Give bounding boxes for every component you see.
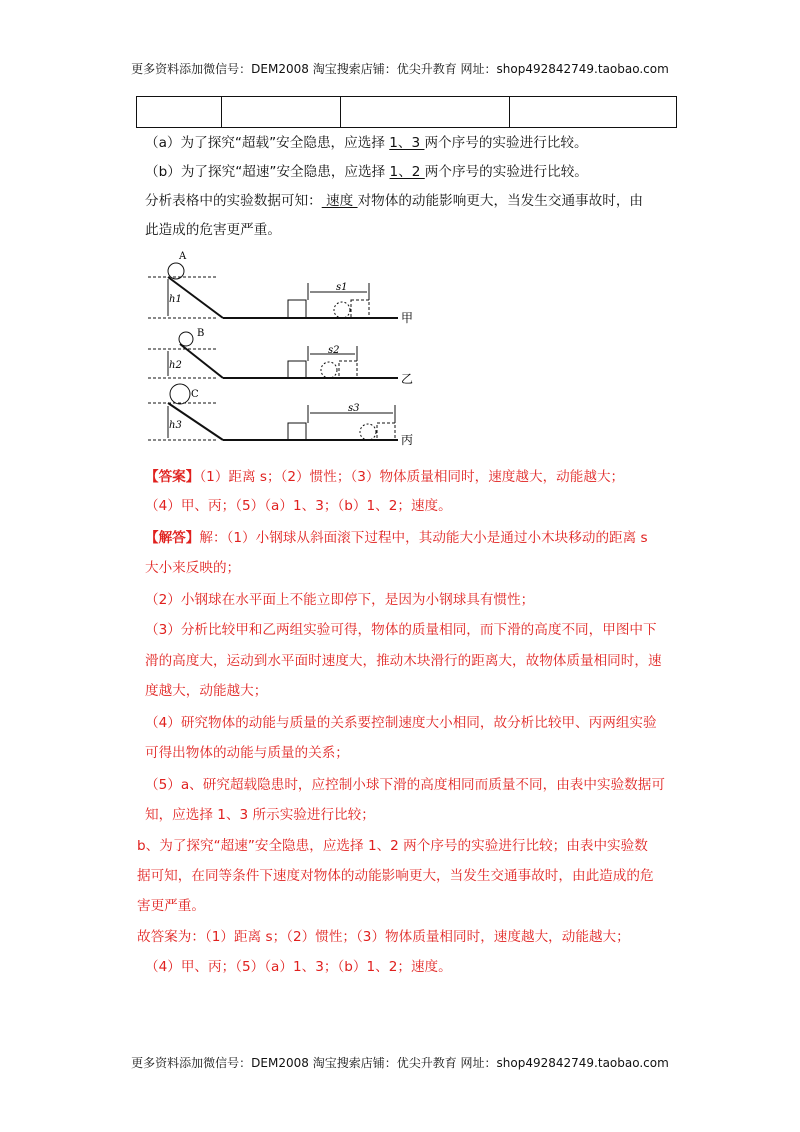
panel-label-1: 甲 [401, 311, 414, 325]
answer-tag: 【答案】 [145, 469, 200, 485]
table-cell [137, 97, 222, 128]
solution-line-1 [145, 528, 648, 548]
panel-1 [148, 251, 413, 325]
ball-label-a: A [179, 251, 187, 262]
question-a [145, 133, 588, 153]
answer-text-1: （1）距离 s；（2）惯性；（3）物体质量相同时，速度越大，动能越大； [199, 469, 625, 485]
height-label-2: h2 [169, 360, 182, 371]
solution-line-6: 度越大，动能越大； [145, 683, 268, 699]
height-label-3: h3 [169, 420, 182, 431]
panel-label-2: 乙 [401, 372, 414, 386]
solution-line-13: 害更严重。 [137, 898, 205, 914]
data-table-row [136, 96, 677, 128]
block-2 [288, 361, 306, 378]
block-3 [288, 423, 306, 440]
question-a-blank: 1、3 [389, 135, 425, 151]
dist-label-1: s1 [336, 282, 348, 293]
page-header: 更多资料添加微信号：DEM2008 淘宝搜索店铺：优尖升教育 网址：shop492842749.taobao.com [131, 62, 669, 76]
answer-line-1 [145, 467, 624, 487]
ball-b [179, 332, 193, 346]
solution-tag: 【解答】 [145, 530, 200, 546]
table-cell [341, 97, 510, 128]
question-a-text: （a）为了探究“超载”安全隐患，应选择 [145, 135, 390, 151]
question-a-suffix: 两个序号的实验进行比较。 [424, 135, 588, 151]
ramp-2 [180, 344, 223, 378]
question-b-suffix: 两个序号的实验进行比较。 [424, 164, 588, 180]
ball-label-b: B [197, 328, 205, 339]
dist-label-3: s3 [348, 403, 360, 414]
solution-line-3: （2）小钢球在水平面上不能立即停下，是因为小钢球具有惯性； [145, 592, 535, 608]
height-label-1: h1 [169, 294, 182, 305]
solution-text-1: 解：（1）小钢球从斜面滚下过程中，其动能大小是通过小木块移动的距离 s [199, 530, 648, 546]
page-footer: 更多资料添加微信号：DEM2008 淘宝搜索店铺：优尖升教育 网址：shop492842749.taobao.com [131, 1056, 669, 1070]
table-cell [510, 97, 677, 128]
panel-label-3: 丙 [401, 433, 414, 447]
question-c-line2: 此造成的危害更严重。 [145, 222, 281, 238]
solution-line-5: 滑的高度大，运动到水平面时速度大，推动木块滑行的距离大，故物体质量相同时，速 [145, 653, 662, 669]
question-b-blank: 1、2 [389, 164, 425, 180]
solution-line-9: （5）a、研究超载隐患时，应控制小球下滑的高度相同而质量不同，由表中实验数据可 [145, 777, 665, 793]
question-c-blank: 速度 [321, 193, 358, 209]
question-b [145, 162, 588, 182]
question-c-suffix: 对物体的动能影响更大，当发生交通事故时，由 [357, 193, 644, 209]
experiment-figure [143, 248, 423, 448]
answer-line-2: （4）甲、丙；（5）（a）1、3；（b）1、2；速度。 [145, 498, 452, 514]
solution-line-7: （4）研究物体的动能与质量的关系要控制速度大小相同，故分析比较甲、丙两组实验 [145, 715, 657, 731]
solution-line-2: 大小来反映的； [145, 560, 241, 576]
ball-c [170, 384, 190, 404]
ball-label-c: C [191, 389, 199, 400]
table-cell [222, 97, 341, 128]
solution-line-14: 故答案为：（1）距离 s；（2）惯性；（3）物体质量相同时，速度越大，动能越大； [137, 929, 630, 945]
panel-3 [148, 384, 413, 447]
solution-line-4: （3）分析比较甲和乙两组实验可得，物体的质量相同，而下滑的高度不同，甲图中下 [145, 622, 657, 638]
dist-label-2: s2 [328, 345, 340, 356]
solution-line-11: b、为了探究“超速”安全隐患，应选择 1、2 两个序号的实验进行比较；由表中实验数 [137, 838, 648, 854]
panel-2 [148, 328, 413, 386]
question-b-text: （b）为了探究“超速”安全隐患，应选择 [145, 164, 390, 180]
solution-line-10: 知，应选择 1、3 所示实验进行比较； [145, 807, 375, 823]
question-c-text: 分析表格中的实验数据可知： [145, 193, 322, 209]
solution-line-15: （4）甲、丙；（5）（a）1、3；（b）1、2；速度。 [145, 959, 452, 975]
solution-line-12: 据可知，在同等条件下速度对物体的动能影响更大，当发生交通事故时，由此造成的危 [137, 868, 654, 884]
block-1 [288, 300, 306, 318]
solution-line-8: 可得出物体的动能与质量的关系； [145, 745, 349, 761]
question-c [145, 191, 643, 211]
